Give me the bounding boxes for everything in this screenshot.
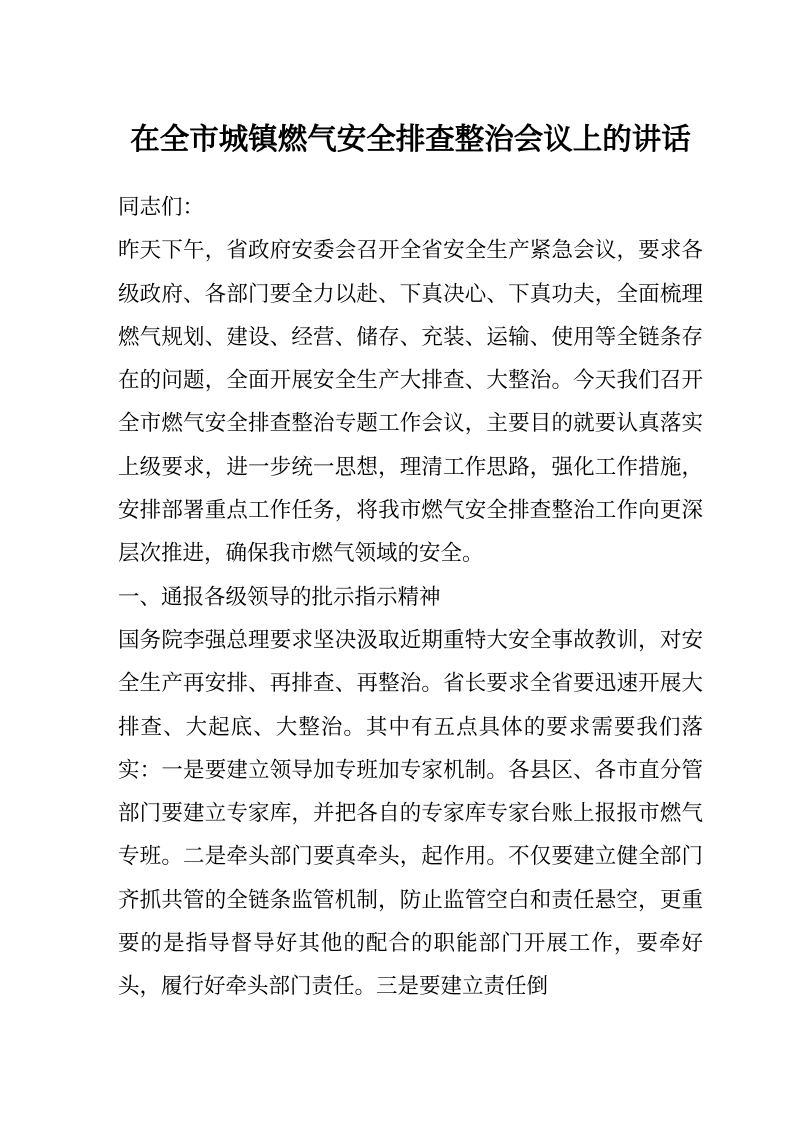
document-title: 在全市城镇燃气安全排查整治会议上的讲话: [130, 124, 691, 156]
salutation-paragraph: 同志们：: [118, 195, 205, 219]
section-1-body-paragraph: 国务院李强总理要求坚决汲取近期重特大安全事故教训，对安全生产再安排、再排查、再整治。省长要求全省要迅速开展大排查、大起底、大整治。其中有五点具体的要求需要我们落实：一是要建立领导加专班加专家机制。各县区、各市直分管部门要建立专家库，并把各自的专家库专家台账上报报市燃气专班。二是牵头部门要真牵头，起作用。不仅要建立健全部门齐抓共管的全链条监管机制，防止监管空白和责任悬空，更重要的是指导督导好其他的配合的职能部门开展工作，要牵好头，履行好牵头部门责任。三是要建立责任倒: [118, 627, 703, 999]
section-heading-1: 一、通报各级领导的批示指示精神: [118, 584, 441, 609]
document-body: [118, 186, 703, 1009]
opening-paragraph: 昨天下午，省政府安委会召开全省安全生产紧急会议，要求各级政府、各部门要全力以赴、下真决心、下真功夫，全面梳理燃气规划、建设、经营、储存、充装、运输、使用等全链条存在的问题，全面开展安全生产大排查、大整治。今天我们召开全市燃气安全排查整治专题工作会议，主要目的就要认真落实上级要求，进一步统一思想，理清工作思路，强化工作措施，安排部署重点工作任务，将我市燃气安全排查整治工作向更深层次推进，确保我市燃气领域的安全。: [118, 238, 703, 566]
